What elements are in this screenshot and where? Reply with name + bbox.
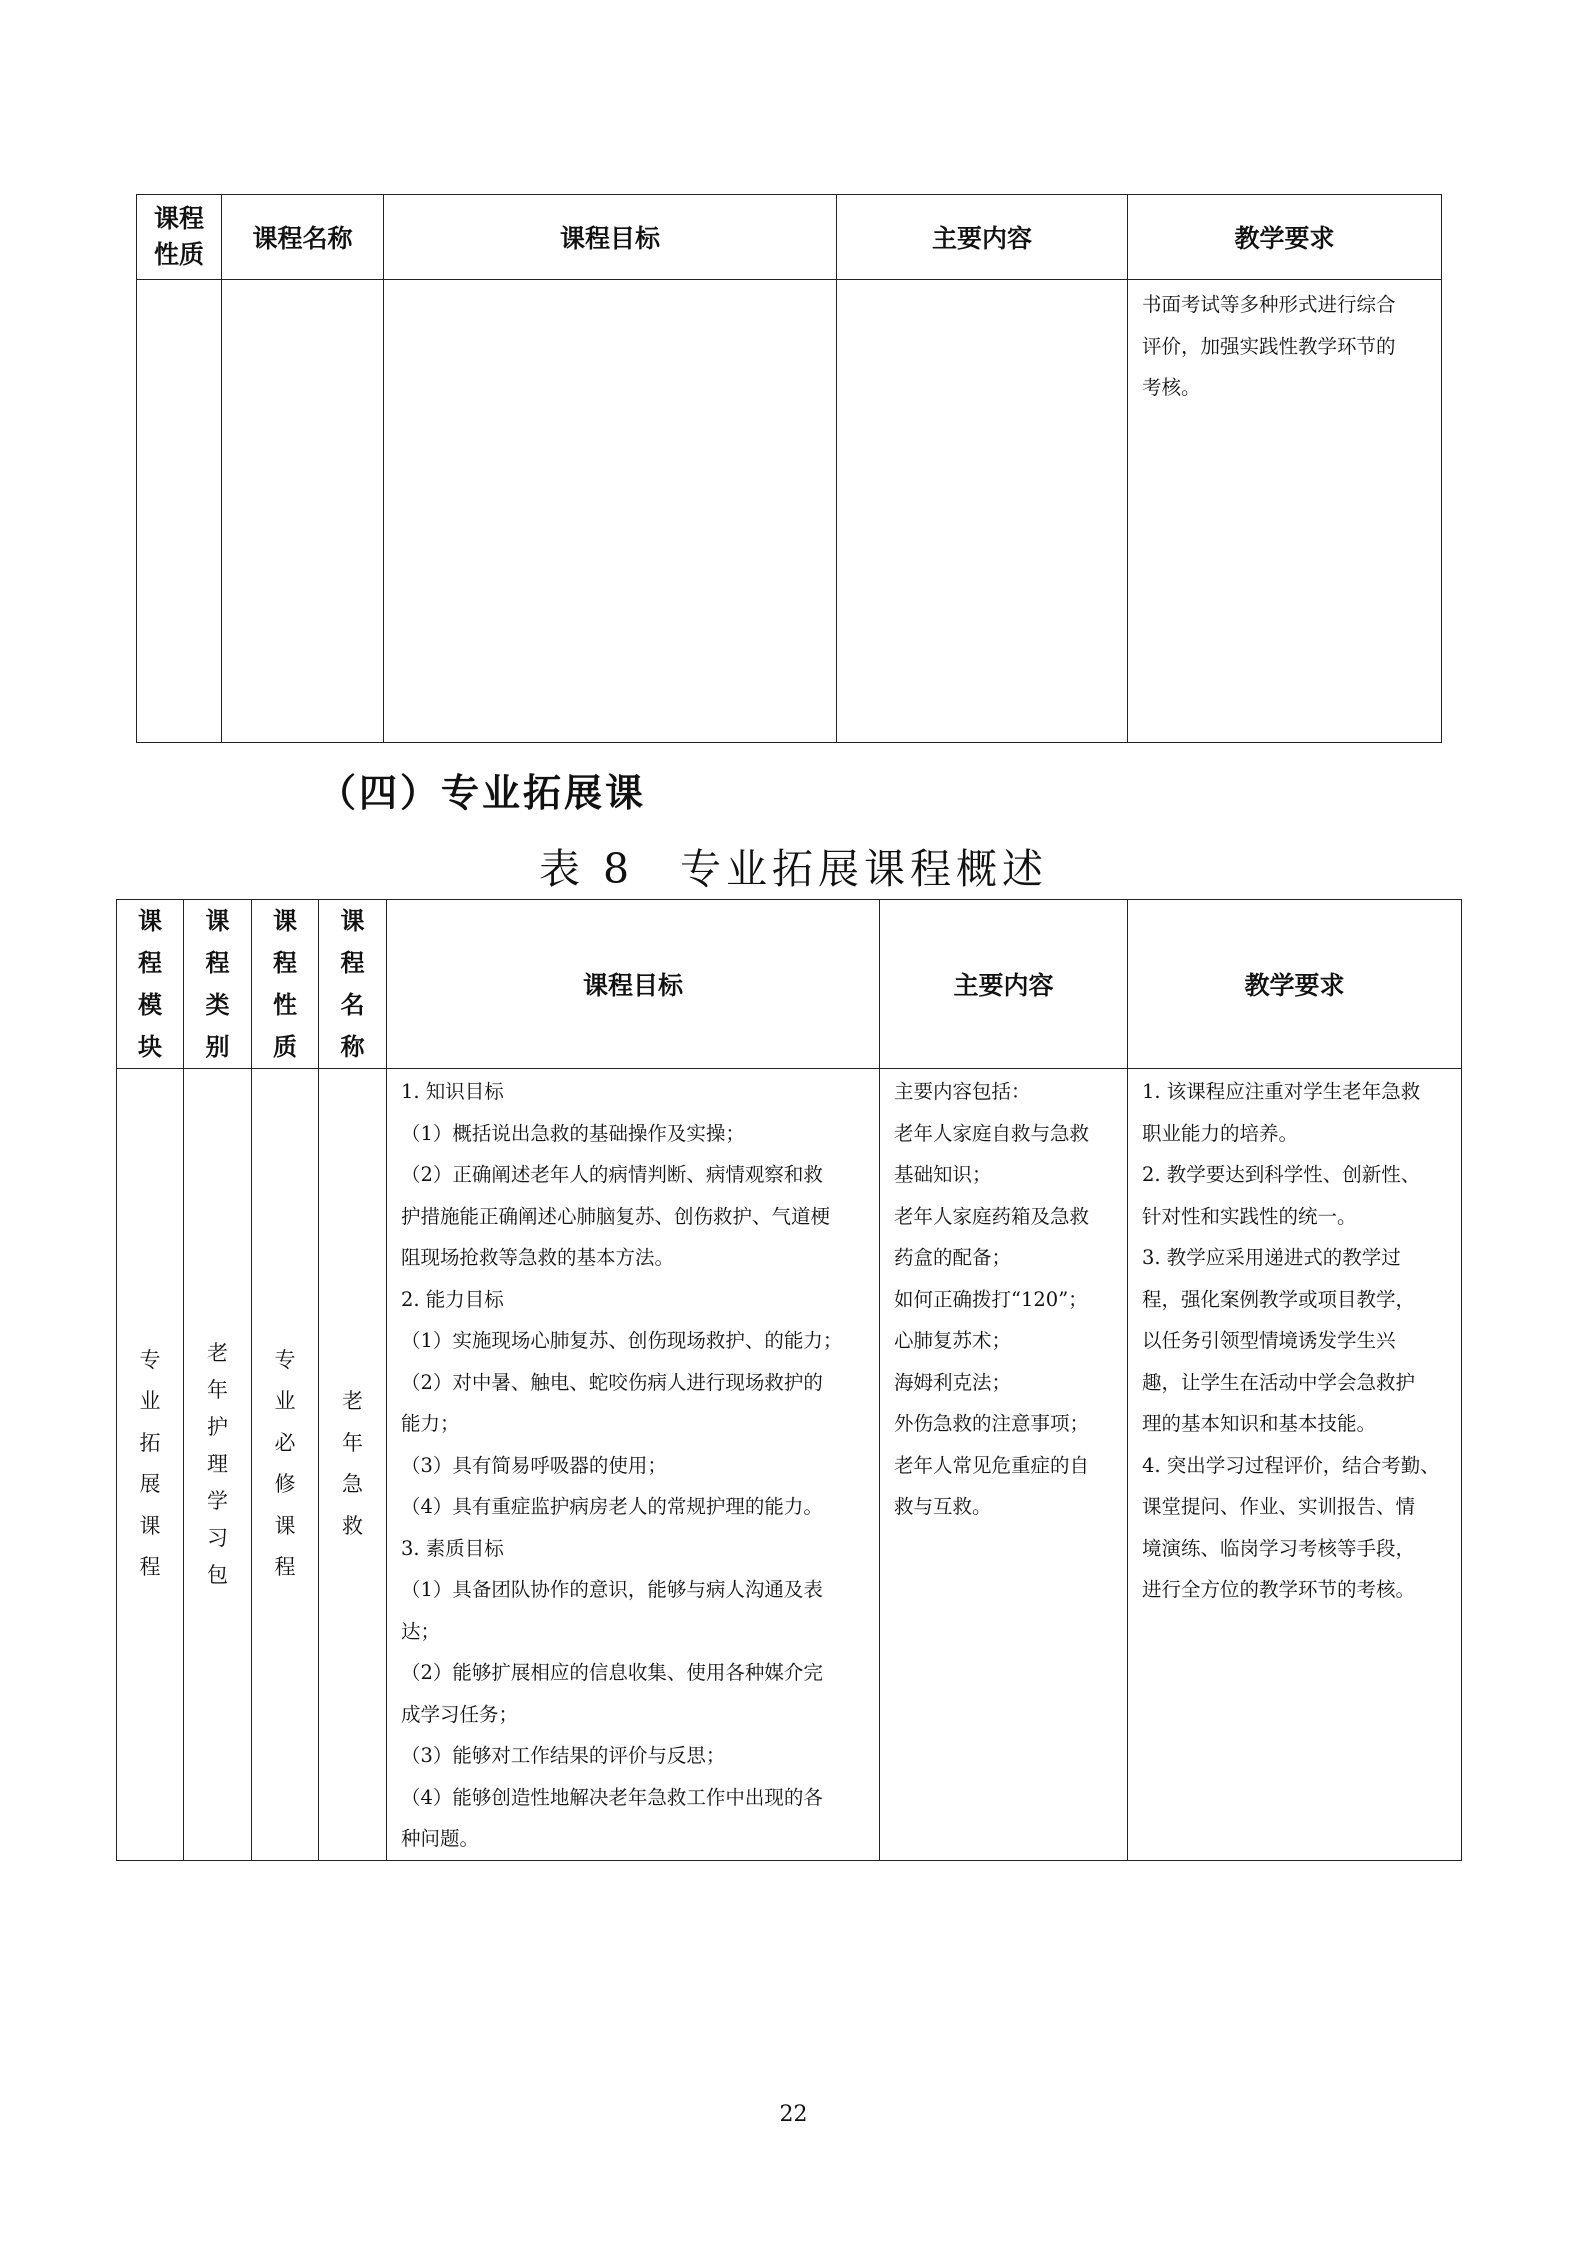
header-teaching-requirement: 教学要求 (1128, 195, 1442, 280)
cell-empty (837, 280, 1128, 743)
table-caption: 表 8 专业拓展课程概述 (538, 845, 1049, 893)
header-course-goal: 课程目标 (384, 195, 837, 280)
main-content-text: 主要内容包括： 老年人家庭自救与急救 基础知识； 老年人家庭药箱及急救 药盒的配备； 如何正确拨打“120”； 心肺复苏术； 海姆利克法； 外伤急救的注意事项； 老年人常见危重症的自 救与互救。 (894, 1080, 1090, 1518)
table-header-row (117, 900, 1462, 1069)
header-teaching-requirement: 教学要求 (1128, 900, 1462, 1069)
header-main-content: 主要内容 (837, 195, 1128, 280)
header-course-nature-text: 课 程 性 质 (273, 906, 297, 1061)
page-number: 22 (779, 2102, 808, 2127)
cell-course-goal (387, 1069, 880, 1861)
course-name-text: 老 年 急 救 (342, 1389, 363, 1538)
table-row (137, 280, 1442, 743)
cell-empty (137, 280, 222, 743)
extension-course-table (116, 899, 1462, 1861)
table-header-row (137, 195, 1442, 280)
section-heading: （四）专业拓展课 (318, 770, 647, 815)
cell-course-category (184, 1069, 252, 1861)
header-course-category (184, 900, 252, 1069)
header-course-nature (137, 195, 222, 280)
header-course-category-text: 课 程 类 别 (205, 906, 230, 1061)
course-table-continued (136, 194, 1442, 743)
header-course-nature-text: 课程 性质 (153, 204, 204, 269)
header-course-module-text: 课 程 模 块 (138, 906, 162, 1061)
cell-empty (384, 280, 837, 743)
header-course-name (319, 900, 387, 1069)
header-course-nature (252, 900, 319, 1069)
course-nature-text: 专 业 必 修 课 程 (274, 1347, 296, 1580)
header-course-module (117, 900, 184, 1069)
requirement-continued-text: 书面考试等多种形式进行综合 评价，加强实践性教学环节的 考核。 (1142, 293, 1396, 399)
header-course-name-text: 课 程 名 称 (340, 906, 365, 1061)
cell-teaching-requirement (1128, 1069, 1462, 1861)
cell-course-module (117, 1069, 184, 1861)
cell-course-name (319, 1069, 387, 1861)
cell-main-content (880, 1069, 1128, 1861)
cell-empty (222, 280, 384, 743)
teaching-requirement-text: 1. 该课程应注重对学生老年急救 职业能力的培养。 2. 教学要达到科学性、创新性、 针对性和实践性的统一。 3. 教学应采用递进式的教学过 程，强化案例教学或项目教学， 以任务引领型情境诱发学生兴 趣，让学生在活动中学会急救护 理的基本知识和基本技能。 4. 突出学习过程评价，结合考勤、 课堂提问、作业、实训报告、情 境演练、临岗学习考核等手段， 进行全方位的教学环节的考核。 (1142, 1080, 1440, 1601)
course-module-text: 专 业 拓 展 课 程 (139, 1347, 161, 1580)
course-category-text: 老 年 护 理 学 习 包 (207, 1340, 228, 1587)
course-goal-text: 1. 知识目标 （1）概括说出急救的基础操作及实操； （2）正确阐述老年人的病情判断、病情观察和救 护措施能正确阐述心肺脑复苏、创伤救护、气道梗 阻现场抢救等急救的基本方法。 2. 能力目标 （1）实施现场心肺复苏、创伤现场救护、的能力； （2）对中暑、触电、蛇咬伤病人进行现场救护的 能力； （3）具有简易呼吸器的使用； （4）具有重症监护病房老人的常规护理的能力。 3. 素质目标 （1）具备团队协作的意识，能够与病人沟通及表 达； （2）能够扩展相应的信息收集、使用各种媒介完 成学习任务； （3）能够对工作结果的评价与反思； （4）能够创造性地解决老年急救工作中出现的各 种问题。 (401, 1080, 843, 1850)
cell-requirement-continued (1128, 280, 1442, 743)
header-course-name: 课程名称 (222, 195, 384, 280)
header-course-goal: 课程目标 (387, 900, 880, 1069)
cell-course-nature (252, 1069, 319, 1861)
header-main-content: 主要内容 (880, 900, 1128, 1069)
table-row (117, 1069, 1462, 1861)
